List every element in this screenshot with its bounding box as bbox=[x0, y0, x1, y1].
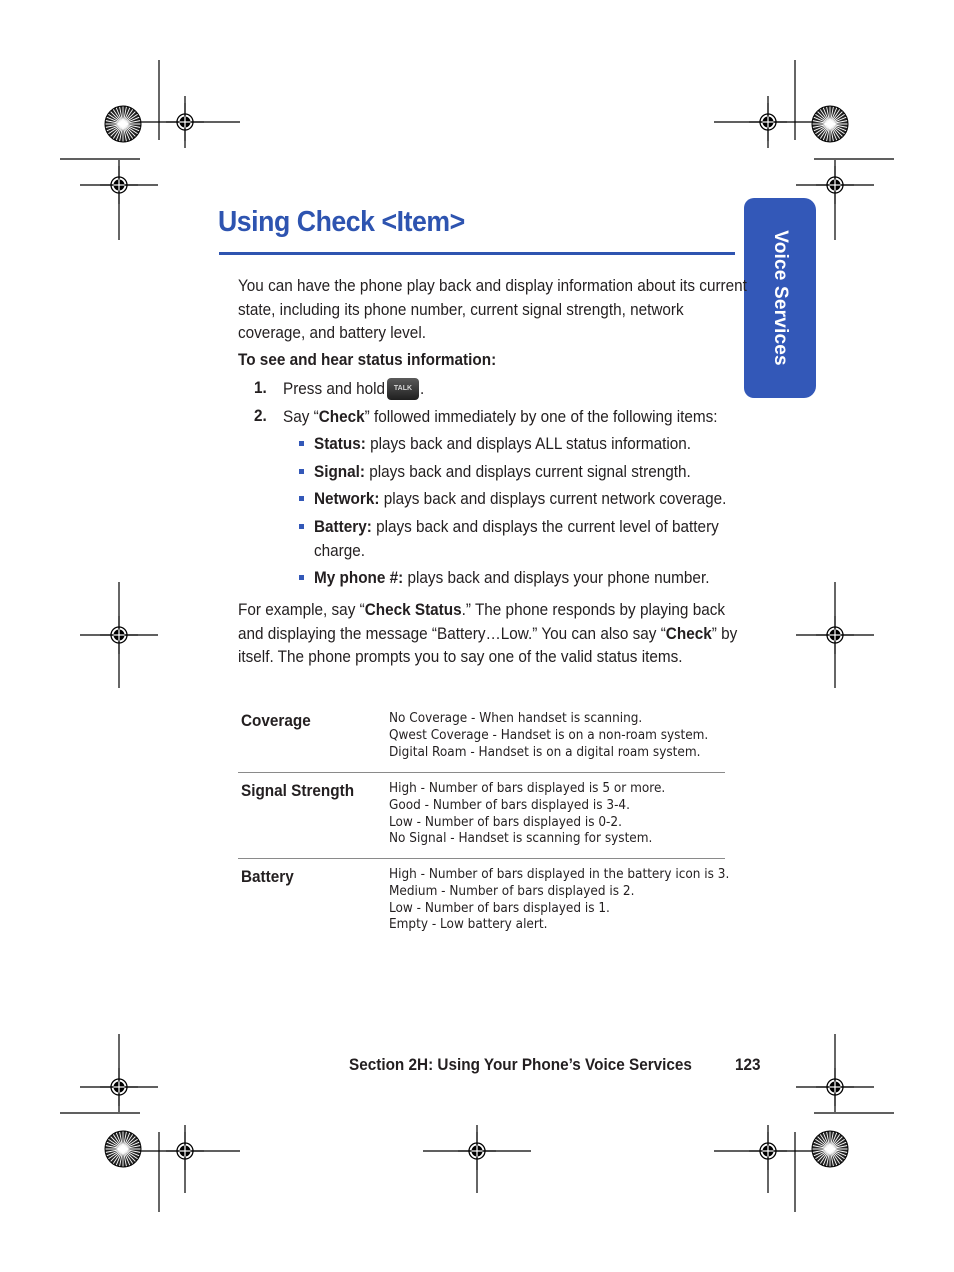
intro-line: state, including its phone number, current signal strength, network bbox=[238, 299, 684, 319]
table-cell-line: Low - Number of bars displayed is 1. bbox=[389, 900, 610, 916]
table-cell-line: Medium - Number of bars displayed is 2. bbox=[389, 883, 635, 899]
item-term: My phone #: bbox=[314, 568, 404, 587]
step-2-keyword: Check bbox=[318, 407, 365, 426]
example-text: and displaying the message “Battery…Low.” You can also say “ bbox=[238, 623, 666, 643]
example-paragraph bbox=[238, 598, 737, 669]
step-number: 2. bbox=[254, 406, 267, 425]
table-cell-line: High - Number of bars displayed is 5 or more. bbox=[389, 781, 666, 796]
table-cell-line: Empty - Low battery alert. bbox=[389, 917, 548, 933]
item-term: Battery: bbox=[314, 517, 372, 536]
example-text: For example, say “ bbox=[238, 600, 365, 619]
table-cell-line: Good - Number of bars displayed is 3-4. bbox=[389, 797, 630, 813]
item-desc: plays back and displays current network coverage. bbox=[379, 489, 727, 508]
procedure-heading: To see and hear status information: bbox=[238, 350, 497, 369]
example-text: itself. The phone prompts you to say one of the valid status items. bbox=[238, 647, 683, 666]
list-item bbox=[314, 432, 691, 456]
title-underline bbox=[219, 252, 735, 255]
step-2-pre: Say “ bbox=[283, 407, 319, 426]
example-text: .” The phone responds by playing back bbox=[461, 600, 726, 619]
section-side-tab-label: Voice Services bbox=[770, 230, 791, 366]
item-term: Status: bbox=[314, 434, 366, 453]
step-number: 1. bbox=[254, 378, 267, 397]
step-1-post: . bbox=[420, 379, 425, 398]
intro-line: coverage, and battery level. bbox=[238, 323, 426, 342]
item-desc-continued: charge. bbox=[314, 540, 366, 560]
talk-key-icon-label: TALK bbox=[393, 385, 413, 392]
bullet-square-icon bbox=[299, 524, 304, 529]
page-title: Using Check <Item> bbox=[218, 206, 465, 238]
example-keyword: Check bbox=[665, 623, 712, 643]
item-desc: plays back and displays your phone number. bbox=[403, 568, 710, 587]
table-cell-line: No Coverage - When handset is scanning. bbox=[389, 711, 643, 726]
item-term: Network: bbox=[314, 489, 380, 508]
table-row-label: Battery bbox=[241, 867, 294, 886]
table-row-divider bbox=[238, 772, 725, 773]
table-cell-line: High - Number of bars displayed in the battery icon is 3. bbox=[389, 867, 730, 882]
table-cell-line: Qwest Coverage - Handset is on a non-roam system. bbox=[389, 727, 709, 743]
table-row-divider bbox=[238, 858, 725, 859]
table-row-label: Signal Strength bbox=[241, 781, 355, 800]
bullet-square-icon bbox=[299, 469, 304, 474]
table-row-values bbox=[389, 781, 686, 848]
footer-section-title: Section 2H: Using Your Phone’s Voice Services bbox=[349, 1055, 692, 1074]
table-cell-line: Low - Number of bars displayed is 0-2. bbox=[389, 814, 622, 830]
step-2-post: ” followed immediately by one of the following items: bbox=[364, 407, 718, 426]
section-side-tab-label-wrap bbox=[744, 198, 816, 398]
list-item bbox=[314, 515, 719, 562]
table-row-values bbox=[389, 867, 755, 934]
list-item bbox=[314, 566, 709, 590]
step-1-pre: Press and hold bbox=[283, 379, 386, 398]
table-row-values bbox=[389, 711, 732, 761]
example-keyword: Check Status bbox=[364, 600, 462, 619]
item-desc: plays back and displays ALL status information. bbox=[365, 434, 692, 453]
list-item bbox=[314, 487, 726, 511]
example-text: ” by bbox=[711, 623, 738, 643]
intro-line: You can have the phone play back and display information about its current bbox=[238, 276, 747, 295]
list-item bbox=[314, 460, 691, 484]
bullet-square-icon bbox=[299, 441, 304, 446]
bullet-square-icon bbox=[299, 496, 304, 501]
talk-key-icon bbox=[387, 378, 419, 400]
step-1-text bbox=[283, 377, 385, 401]
item-term: Signal: bbox=[314, 462, 366, 481]
intro-paragraph bbox=[238, 274, 747, 345]
page-number: 123 bbox=[735, 1055, 761, 1074]
item-desc: plays back and displays the current level of battery bbox=[371, 517, 719, 536]
table-cell-line: No Signal - Handset is scanning for system. bbox=[389, 831, 653, 847]
step-2-text bbox=[283, 405, 718, 429]
item-desc: plays back and displays current signal strength. bbox=[365, 462, 691, 481]
bullet-square-icon bbox=[299, 575, 304, 580]
table-row-label: Coverage bbox=[241, 711, 311, 730]
table-cell-line: Digital Roam - Handset is on a digital roam system. bbox=[389, 744, 701, 760]
